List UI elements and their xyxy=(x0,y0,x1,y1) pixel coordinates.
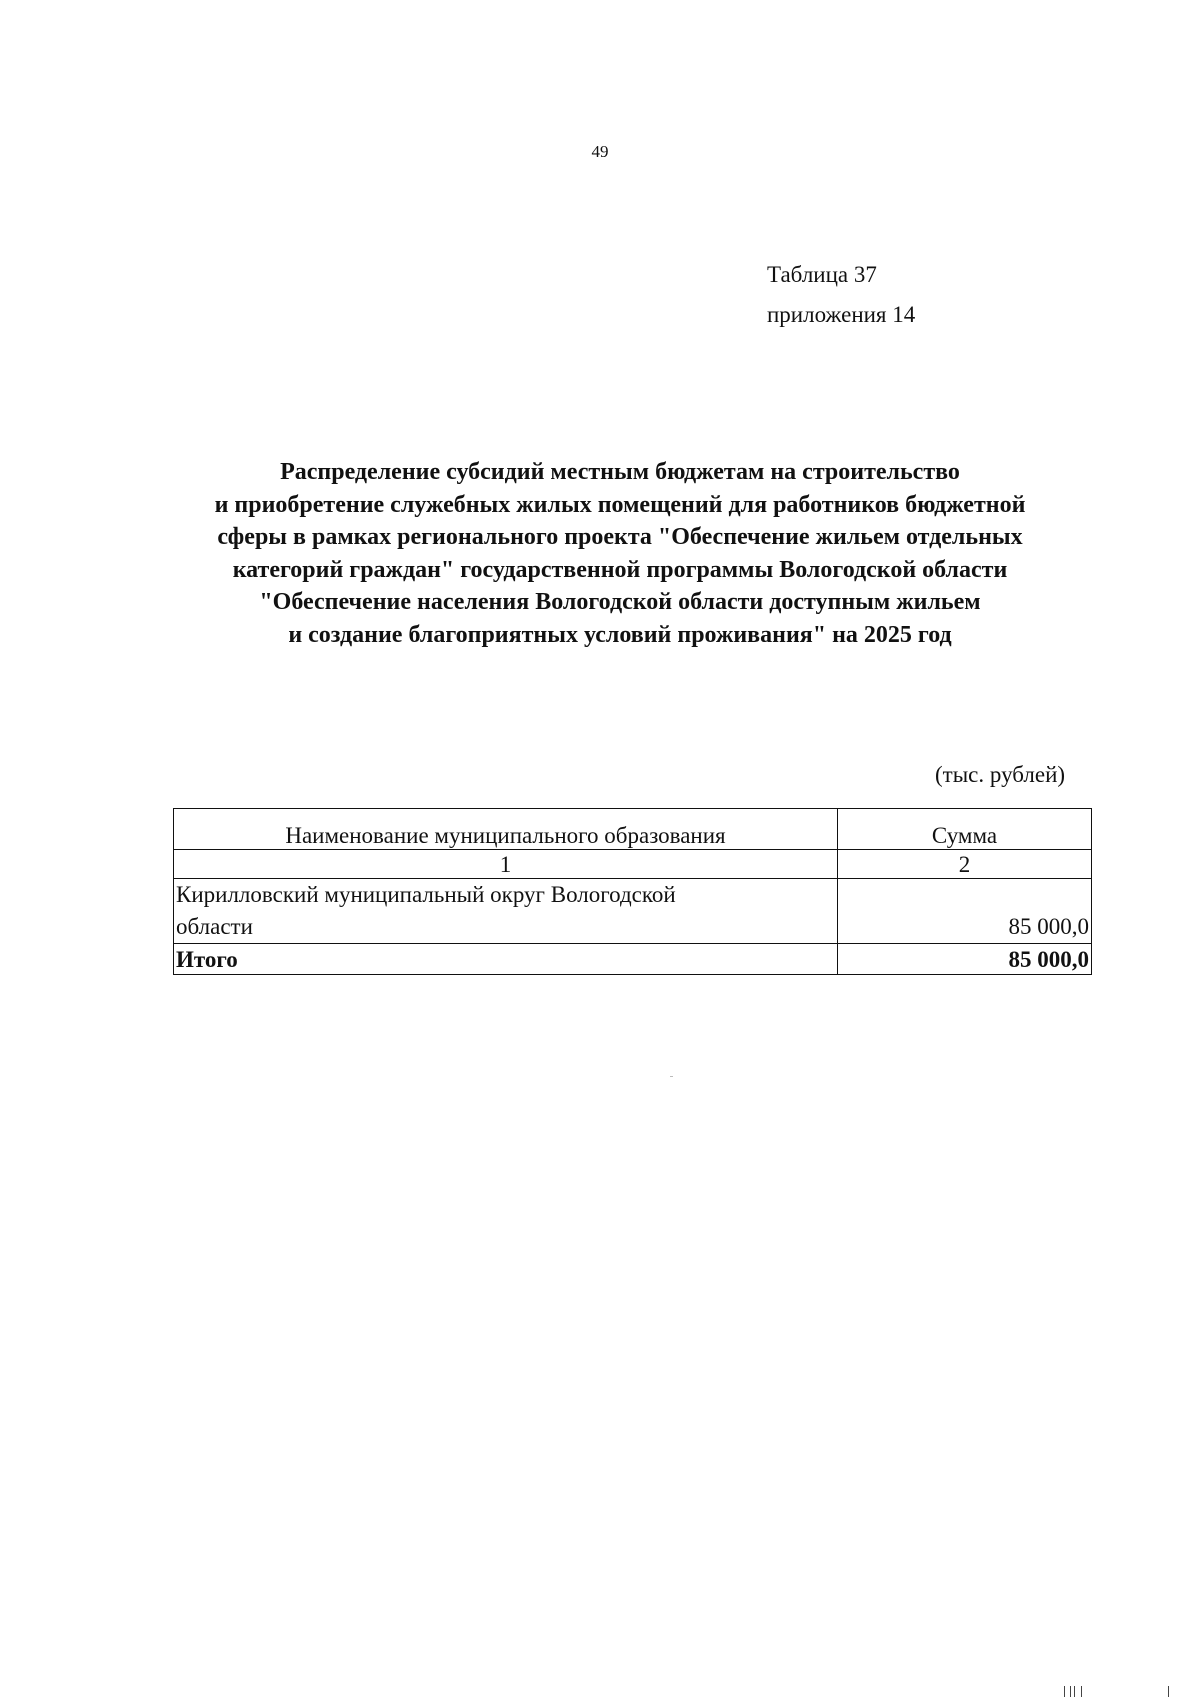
title-line: "Обеспечение населения Вологодской области доступным жильем xyxy=(259,589,981,615)
title-line: и создание благоприятных условий проживания" на 2025 год xyxy=(288,621,952,648)
unit-note: (тыс. рублей) xyxy=(935,762,1066,787)
appendix-reference xyxy=(767,255,915,335)
total-label: Итого xyxy=(174,944,838,975)
table-row xyxy=(174,879,1092,944)
table-number: Таблица 37 xyxy=(767,262,877,287)
total-row xyxy=(174,944,1092,975)
municipality-name-line: области xyxy=(176,914,253,939)
municipality-name xyxy=(174,879,838,944)
header-municipality: Наименование муниципального образования xyxy=(174,809,838,850)
title-line: и приобретение служебных жилых помещений для работников бюджетной xyxy=(214,491,1026,518)
title-line: Распределение субсидий местным бюджетам на строительство xyxy=(280,459,960,485)
municipality-name-line: Кирилловский муниципальный округ Вологодской xyxy=(176,882,676,907)
column-number-1: 1 xyxy=(174,850,838,879)
title-line: категорий граждан" государственной программы Вологодской области xyxy=(232,556,1008,583)
scan-edge-marks xyxy=(1064,1686,1184,1697)
total-amount: 85 000,0 xyxy=(838,944,1092,975)
subsidy-table xyxy=(173,808,1092,975)
amount-cell: 85 000,0 xyxy=(838,879,1092,944)
page-number: 49 xyxy=(591,142,609,161)
column-number-2: 2 xyxy=(838,850,1092,879)
document-title xyxy=(150,456,1090,651)
appendix-number: приложения 14 xyxy=(767,302,916,327)
table-header-row xyxy=(174,809,1092,850)
column-number-row xyxy=(174,850,1092,879)
scan-speck xyxy=(670,1076,673,1077)
title-line: сферы в рамках регионального проекта "Обеспечение жильем отдельных xyxy=(217,524,1023,550)
header-amount: Сумма xyxy=(838,809,1092,850)
